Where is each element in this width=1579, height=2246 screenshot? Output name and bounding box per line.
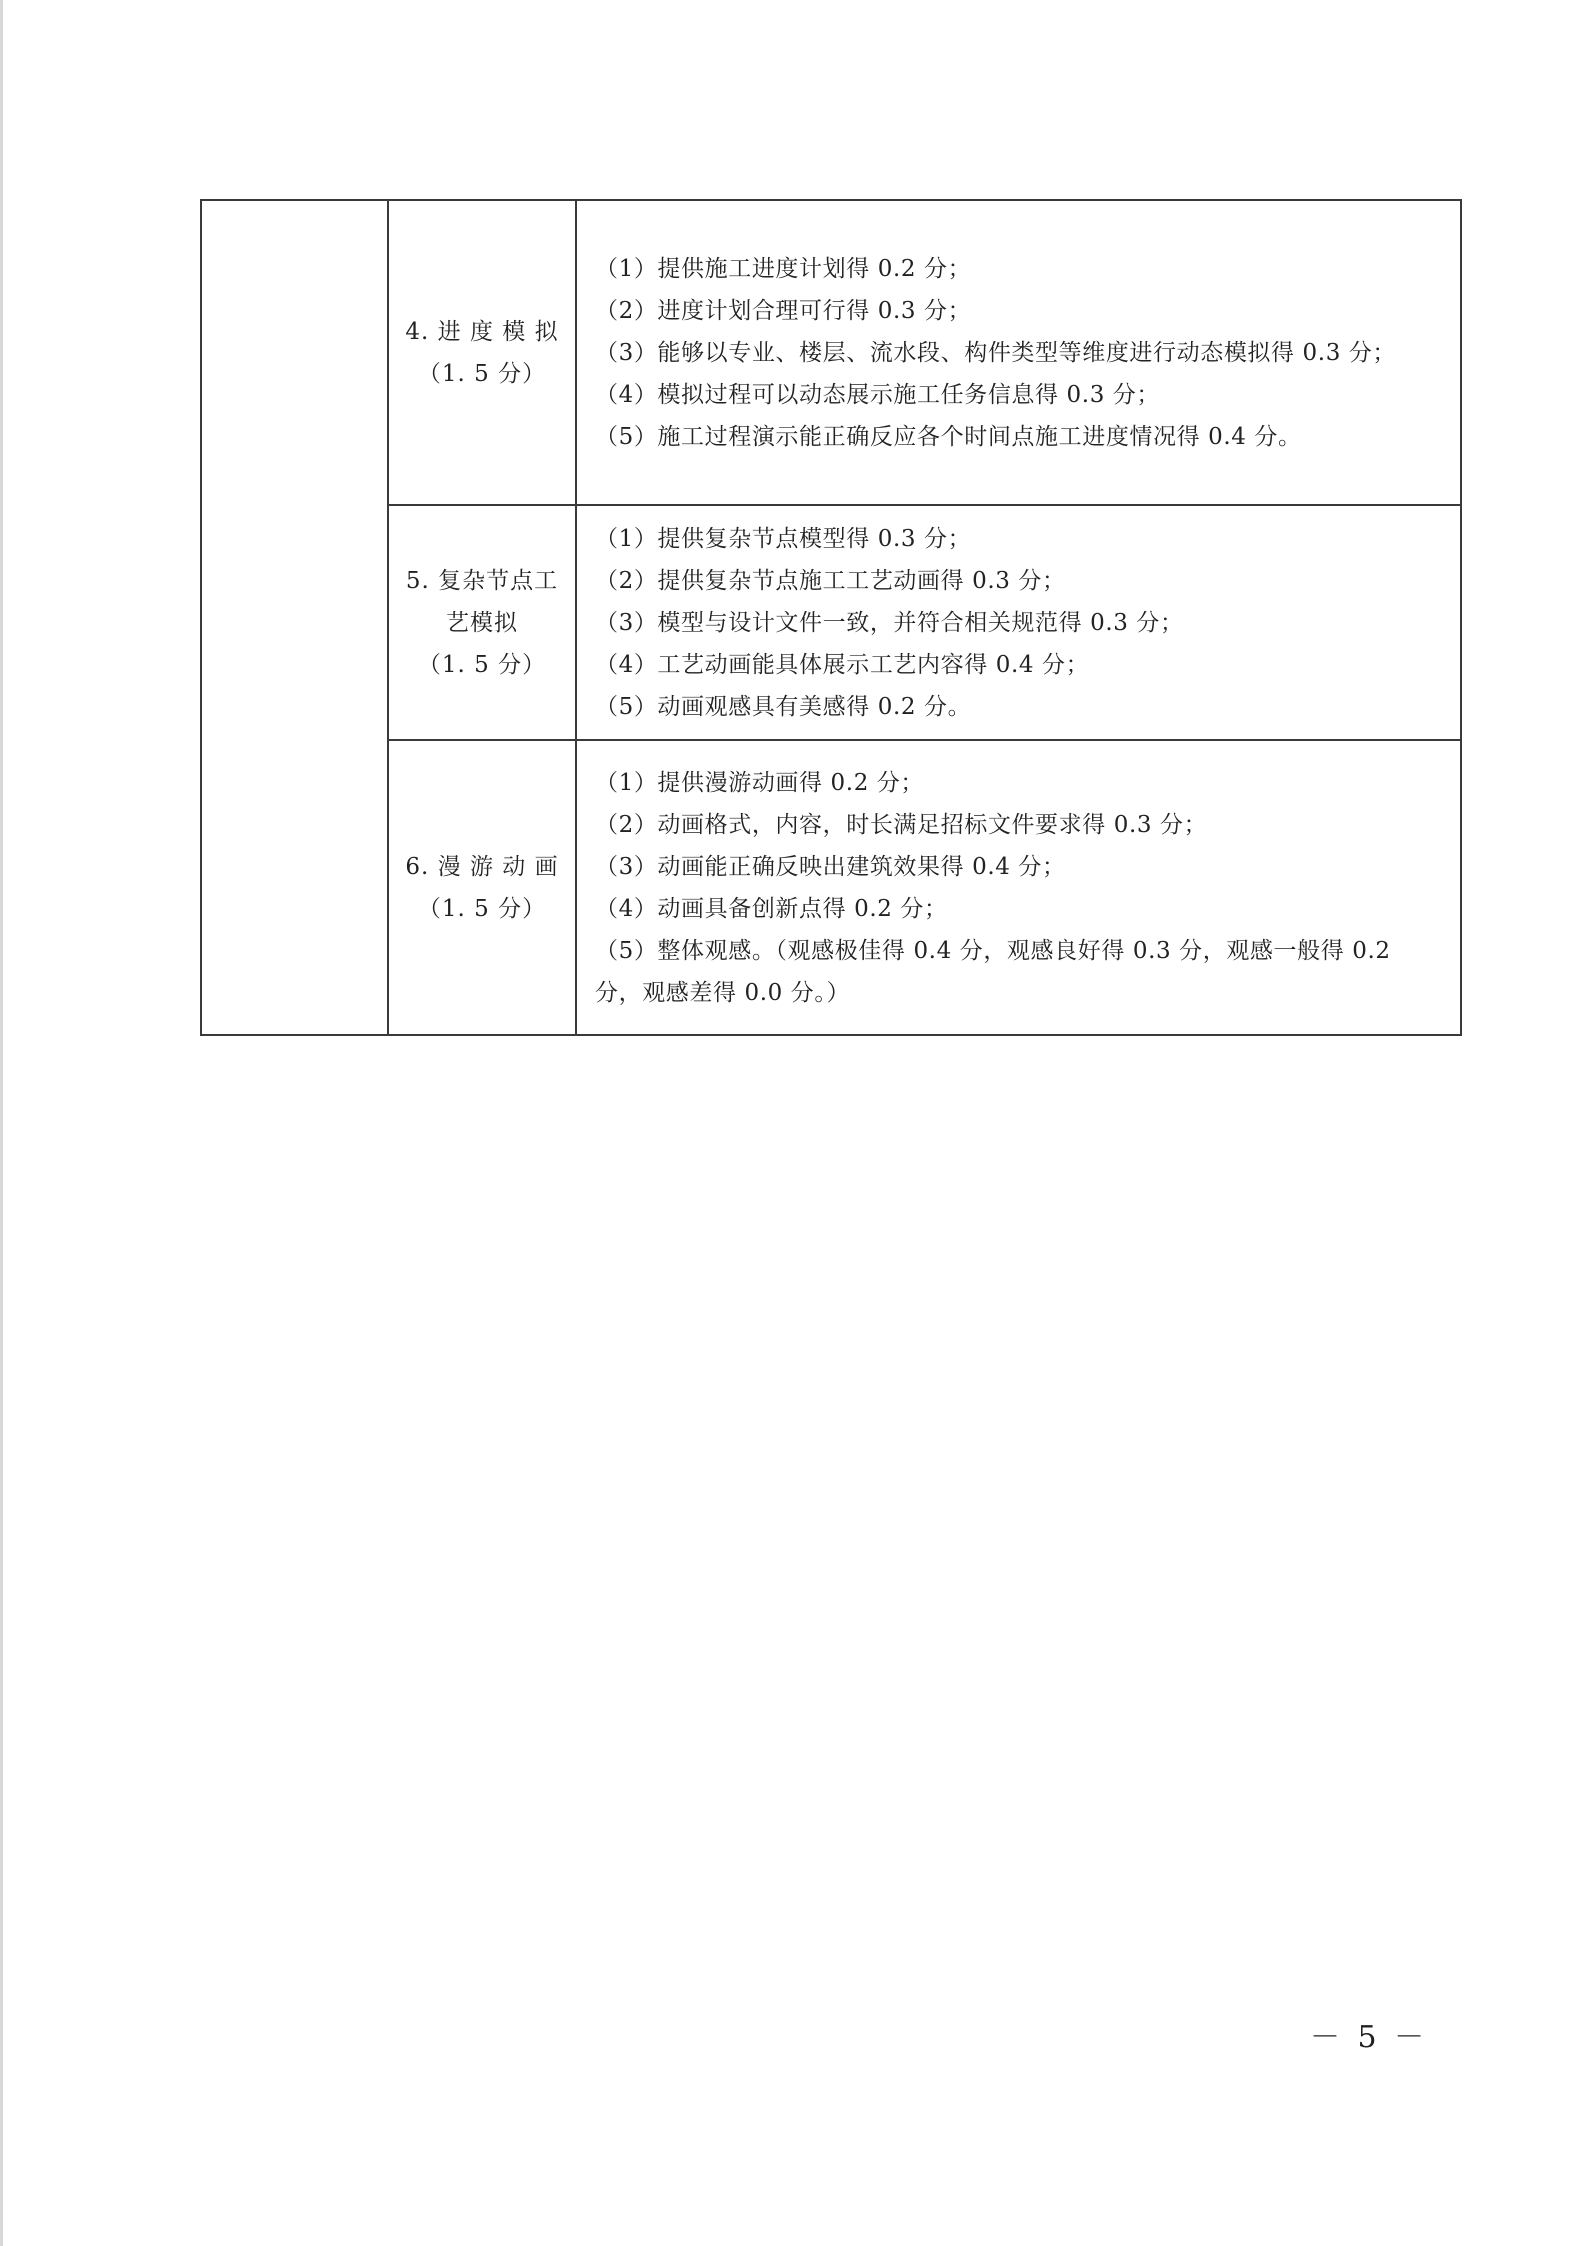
item-label: 6. 漫 游 动 画 (405, 853, 559, 880)
criteria-line: （3）能够以专业、楼层、流水段、构件类型等维度进行动态模拟得 0.3 分； (595, 339, 1397, 366)
criteria-line: （4）动画具备创新点得 0.2 分； (595, 895, 948, 922)
criteria-line: （4）工艺动画能具体展示工艺内容得 0.4 分； (595, 651, 1090, 678)
criteria-line: （1）提供漫游动画得 0.2 分； (595, 769, 925, 796)
table-row (201, 505, 1461, 740)
category-cell (201, 200, 388, 1035)
criteria-line: （3）模型与设计文件一致，并符合相关规范得 0.3 分； (595, 609, 1184, 636)
item-score: （1. 5 分） (417, 895, 547, 922)
criteria-line: （5）动画观感具有美感得 0.2 分。 (595, 693, 972, 720)
page-edge (0, 0, 3, 2246)
criteria-cell (576, 740, 1461, 1035)
criteria-line: （1）提供施工进度计划得 0.2 分； (595, 255, 972, 282)
criteria-line: （2）动画格式，内容，时长满足招标文件要求得 0.3 分； (595, 811, 1208, 838)
criteria-line: （1）提供复杂节点模型得 0.3 分； (595, 525, 972, 552)
table-row (201, 740, 1461, 1035)
criteria-line: （5）施工过程演示能正确反应各个时间点施工进度情况得 0.4 分。 (595, 423, 1302, 450)
page-number: － 5 － (1310, 2020, 1429, 2055)
criteria-line: （2）提供复杂节点施工工艺动画得 0.3 分； (595, 567, 1066, 594)
criteria-line: （5）整体观感。（观感极佳得 0.4 分，观感良好得 0.3 分，观感一般得 0.2 分，观感差得 0.0 分。） (595, 937, 1391, 1006)
item-score: （1. 5 分） (417, 651, 547, 678)
item-score: （1. 5 分） (417, 360, 547, 387)
criteria-cell (576, 200, 1461, 505)
criteria-cell (576, 505, 1461, 740)
item-cell (388, 505, 576, 740)
table-row (201, 200, 1461, 505)
item-label: 4. 进 度 模 拟 (405, 318, 559, 345)
item-label: 5. 复杂节点工艺模拟 (405, 567, 559, 636)
criteria-line: （2）进度计划合理可行得 0.3 分； (595, 297, 972, 324)
item-cell (388, 740, 576, 1035)
item-cell (388, 200, 576, 505)
scoring-table (200, 199, 1462, 1036)
criteria-line: （3）动画能正确反映出建筑效果得 0.4 分； (595, 853, 1066, 880)
criteria-line: （4）模拟过程可以动态展示施工任务信息得 0.3 分； (595, 381, 1161, 408)
